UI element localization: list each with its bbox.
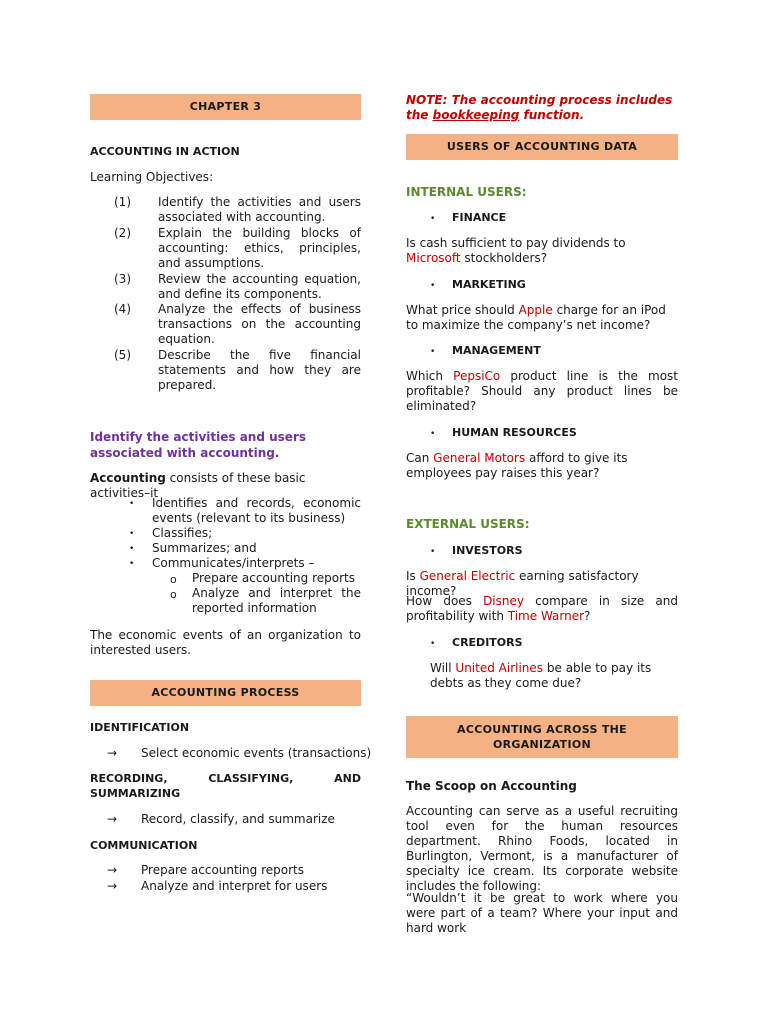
activity-item: Identifies and records, economic events (relevant to its business) (152, 496, 361, 525)
company-name: Time Warner (507, 609, 585, 623)
hr-question (406, 451, 678, 481)
arrow-icon: → (107, 879, 118, 893)
management-question (406, 369, 678, 414)
bullet-icon: • (430, 347, 436, 357)
across-heading-box (406, 716, 678, 758)
objective-text: Describe the five financial statements and how they are prepared. (158, 348, 361, 392)
note-text (406, 93, 678, 123)
objective-number: (5) (114, 348, 131, 362)
external-users-label: EXTERNAL USERS: (406, 517, 530, 531)
identify-heading: Identify the activities and users associated with accounting. (90, 430, 306, 460)
note-prefix: NOTE: The accounting process includes the (406, 93, 673, 122)
investors-question-2 (406, 594, 678, 624)
scoop-title: The Scoop on Accounting (406, 779, 577, 793)
question-text: What price should (406, 303, 519, 317)
identification-item: Select economic events (transactions) (141, 746, 372, 760)
arrow-icon: → (107, 812, 118, 826)
users-heading: USERS OF ACCOUNTING DATA (446, 140, 638, 153)
company-name: Disney (483, 594, 524, 608)
objective-number: (2) (114, 226, 131, 240)
marketing-label: MARKETING (452, 278, 526, 291)
company-name: Apple (518, 303, 553, 317)
objective-number: (4) (114, 302, 131, 316)
bullet-icon: • (129, 544, 135, 554)
question-text: charge for an iPod to maximize the company’s net income? (406, 303, 666, 332)
objective-text: Review the accounting equation, and define its components. (158, 272, 361, 301)
activity-item: Classifies; (152, 526, 213, 540)
company-name: PepsiCo (453, 369, 501, 383)
activity-item: Summarizes; and (152, 541, 257, 555)
marketing-question (406, 303, 678, 333)
question-text: Is (406, 569, 420, 583)
company-name: General Electric (419, 569, 516, 583)
objective-text: Identify the activities and users associated with accounting. (158, 195, 361, 224)
scoop-quote: “Wouldn’t it be great to work where you were part of a team? Where your input and hard work (406, 891, 678, 935)
sub-activity-item: Analyze and interpret the reported information (192, 586, 361, 615)
accounting-term: Accounting (90, 471, 166, 485)
creditors-label: CREDITORS (452, 636, 523, 649)
company-name: General Motors (433, 451, 526, 465)
identification-label: IDENTIFICATION (90, 721, 190, 734)
users-heading-box (406, 134, 678, 160)
finance-question (406, 236, 678, 266)
question-text: Can (406, 451, 434, 465)
arrow-icon: → (107, 863, 118, 877)
question-text: ? (584, 609, 591, 623)
process-heading: ACCOUNTING PROCESS (151, 686, 300, 699)
question-text: How does (406, 594, 484, 608)
accounting-definition-text: consists of these basic activities–it (90, 471, 306, 500)
bullet-icon: • (430, 281, 436, 291)
bullet-icon: • (129, 499, 135, 509)
hr-label: HUMAN RESOURCES (452, 426, 577, 439)
internal-users-label: INTERNAL USERS: (406, 185, 527, 199)
bullet-icon: • (430, 547, 436, 557)
communication-item: Analyze and interpret for users (141, 879, 328, 893)
objective-number: (3) (114, 272, 131, 286)
bullet-icon: • (129, 559, 135, 569)
sub-bullet-icon: o (170, 573, 177, 586)
economic-events-text: The economic events of an organization to interested users. (90, 628, 361, 657)
question-text: stockholders? (460, 251, 548, 265)
bullet-icon: • (129, 529, 135, 539)
process-heading-box (90, 680, 361, 706)
activity-item: Communicates/interprets – (152, 556, 315, 570)
question-text: afford to give its employees pay raises this year? (406, 451, 628, 480)
management-label: MANAGEMENT (452, 344, 541, 357)
objective-text: Explain the building blocks of accounting: ethics, principles, and assumptions. (158, 226, 361, 270)
note-bookkeeping: bookkeeping (432, 108, 520, 122)
communication-label: COMMUNICATION (90, 839, 198, 852)
finance-label: FINANCE (452, 211, 507, 224)
question-text: Will (430, 661, 456, 675)
question-text: Which (406, 369, 454, 383)
recording-label: RECORDING, CLASSIFYING, AND SUMMARIZING (90, 772, 361, 800)
question-text: Is cash sufficient to pay dividends to (406, 236, 626, 250)
bullet-icon: • (430, 639, 436, 649)
company-name: United Airlines (455, 661, 544, 675)
objectives-label: Learning Objectives: (90, 170, 214, 184)
sub-activity-item: Prepare accounting reports (192, 571, 355, 585)
sub-bullet-icon: o (170, 588, 177, 601)
company-name: Microsoft (406, 251, 461, 265)
question-text: earning satisfactory income? (406, 569, 639, 598)
investors-label: INVESTORS (452, 544, 523, 557)
bullet-icon: • (430, 214, 436, 224)
objective-number: (1) (114, 195, 131, 209)
question-text: compare in size and profitability with (406, 594, 678, 623)
question-text: be able to pay its debts as they come due? (430, 661, 652, 690)
creditors-question (430, 661, 678, 691)
recording-item: Record, classify, and summarize (141, 812, 335, 826)
note-suffix: function. (519, 108, 585, 122)
arrow-icon: → (107, 746, 118, 760)
communication-item: Prepare accounting reports (141, 863, 304, 877)
chapter-heading-box (90, 94, 361, 120)
objective-text: Analyze the effects of business transactions on the accounting equation. (158, 302, 361, 346)
question-text: product line is the most profitable? Should any product lines be eliminated? (406, 369, 678, 413)
section-title: ACCOUNTING IN ACTION (90, 145, 240, 158)
bullet-icon: • (430, 429, 436, 439)
across-heading: ACCOUNTING ACROSS THE ORGANIZATION (457, 723, 627, 751)
chapter-heading: CHAPTER 3 (189, 100, 262, 113)
scoop-body: Accounting can serve as a useful recruiting tool even for the human resources department. Rhino Foods, located in Burlington, Vermont, is a manufacturer of specialty ice cream. Its corporate website includes the following: (406, 804, 678, 893)
